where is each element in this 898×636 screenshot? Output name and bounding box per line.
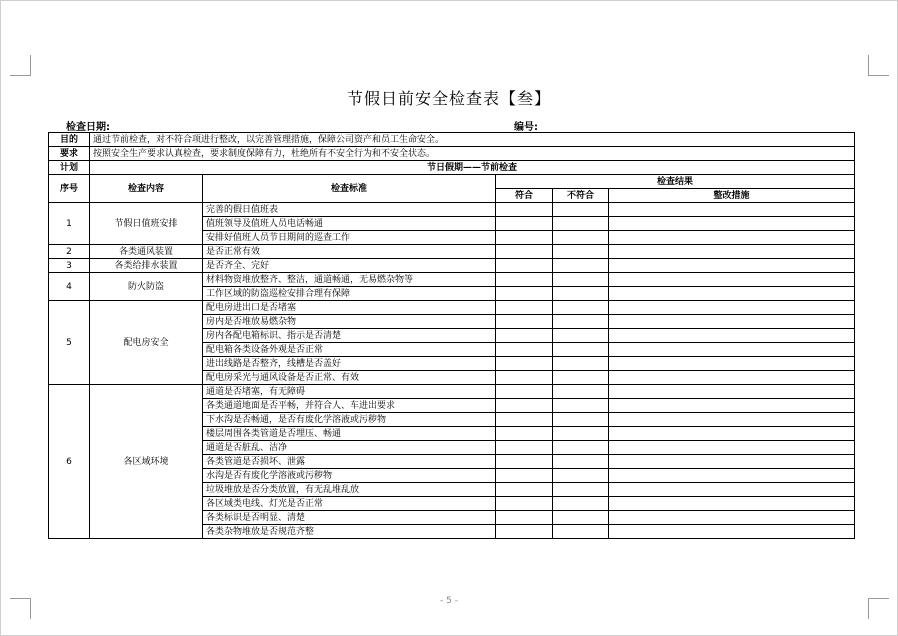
row-seq: 2 bbox=[49, 245, 90, 259]
cell-nonconform[interactable] bbox=[553, 273, 609, 287]
row-check-standard: 进出线路是否整齐，线槽是否盖好 bbox=[203, 357, 496, 371]
row-check-standard: 通道是否堵塞，有无障碍 bbox=[203, 385, 496, 399]
cell-nonconform[interactable] bbox=[553, 497, 609, 511]
row-check-standard: 完善的假日值班表 bbox=[203, 203, 496, 217]
cell-conform[interactable] bbox=[496, 469, 553, 483]
cell-rectify[interactable] bbox=[609, 259, 855, 273]
cell-nonconform[interactable] bbox=[553, 469, 609, 483]
col-conform-header: 符合 bbox=[496, 189, 553, 203]
cell-nonconform[interactable] bbox=[553, 357, 609, 371]
cell-rectify[interactable] bbox=[609, 399, 855, 413]
cell-conform[interactable] bbox=[496, 385, 553, 399]
cell-conform[interactable] bbox=[496, 483, 553, 497]
row-check-standard: 房内是否堆放易燃杂物 bbox=[203, 315, 496, 329]
row-check-standard: 各类杂物堆放是否规范齐整 bbox=[203, 525, 496, 539]
row-check-standard: 水沟是否有废化学溶液或污秽物 bbox=[203, 469, 496, 483]
cell-rectify[interactable] bbox=[609, 511, 855, 525]
cell-conform[interactable] bbox=[496, 273, 553, 287]
row-check-standard: 是否齐全、完好 bbox=[203, 259, 496, 273]
table-row bbox=[49, 259, 855, 273]
cell-nonconform[interactable] bbox=[553, 203, 609, 217]
cell-conform[interactable] bbox=[496, 231, 553, 245]
cell-conform[interactable] bbox=[496, 525, 553, 539]
row-check-standard: 材料物资堆放整齐、整洁，通道畅通，无易燃杂物等 bbox=[203, 273, 496, 287]
cell-nonconform[interactable] bbox=[553, 287, 609, 301]
cell-nonconform[interactable] bbox=[553, 427, 609, 441]
cell-rectify[interactable] bbox=[609, 483, 855, 497]
row-check-content: 各区域环境 bbox=[90, 385, 203, 539]
page-title: 节假日前安全检查表【叁】 bbox=[346, 89, 551, 108]
cell-nonconform[interactable] bbox=[553, 483, 609, 497]
row-check-standard: 房内各配电箱标识、指示是否清楚 bbox=[203, 329, 496, 343]
cell-conform[interactable] bbox=[496, 343, 553, 357]
purpose-label: 目的 bbox=[49, 133, 90, 147]
cell-conform[interactable] bbox=[496, 441, 553, 455]
row-check-standard: 是否正常有效 bbox=[203, 245, 496, 259]
cell-nonconform[interactable] bbox=[553, 399, 609, 413]
crop-mark-top-right bbox=[868, 55, 889, 76]
plan-text: 节日假期——节前检查 bbox=[90, 161, 855, 175]
table-row bbox=[49, 385, 855, 399]
cell-conform[interactable] bbox=[496, 245, 553, 259]
cell-nonconform[interactable] bbox=[553, 245, 609, 259]
row-check-standard: 通道是否脏乱、洁净 bbox=[203, 441, 496, 455]
cell-conform[interactable] bbox=[496, 497, 553, 511]
col-result-header: 检查结果 bbox=[496, 175, 855, 189]
cell-nonconform[interactable] bbox=[553, 329, 609, 343]
cell-rectify[interactable] bbox=[609, 343, 855, 357]
cell-conform[interactable] bbox=[496, 357, 553, 371]
row-check-standard: 值班领导及值班人员电话畅通 bbox=[203, 217, 496, 231]
cell-conform[interactable] bbox=[496, 329, 553, 343]
row-check-standard: 安排好值班人员节日期间的巡查工作 bbox=[203, 231, 496, 245]
row-check-standard: 配电房采光与通风设备是否正常、有效 bbox=[203, 371, 496, 385]
cell-rectify[interactable] bbox=[609, 217, 855, 231]
row-check-standard: 下水沟是否畅通，是否有废化学溶液或污秽物 bbox=[203, 413, 496, 427]
cell-nonconform[interactable] bbox=[553, 259, 609, 273]
cell-rectify[interactable] bbox=[609, 301, 855, 315]
cell-rectify[interactable] bbox=[609, 273, 855, 287]
cell-nonconform[interactable] bbox=[553, 231, 609, 245]
table-row bbox=[49, 245, 855, 259]
cell-rectify[interactable] bbox=[609, 371, 855, 385]
col-nonconform-header: 不符合 bbox=[553, 189, 609, 203]
row-check-standard: 工作区域的防盗巡检安排合理有保障 bbox=[203, 287, 496, 301]
row-check-standard: 各区域类电线、灯光是否正常 bbox=[203, 497, 496, 511]
row-check-standard: 各类标识是否明显、清楚 bbox=[203, 511, 496, 525]
cell-conform[interactable] bbox=[496, 399, 553, 413]
purpose-row bbox=[49, 133, 855, 147]
cell-conform[interactable] bbox=[496, 455, 553, 469]
purpose-text: 通过节前检查，对不符合项进行整改，以完善管理措施，保障公司资产和员工生命安全。 bbox=[90, 133, 855, 147]
cell-conform[interactable] bbox=[496, 217, 553, 231]
table-row bbox=[49, 273, 855, 287]
col-rectify-header: 整改措施 bbox=[609, 189, 855, 203]
requirement-text: 按照安全生产要求认真检查，要求制度保障有力，杜绝所有不安全行为和不安全状态。 bbox=[90, 147, 855, 161]
cell-rectify[interactable] bbox=[609, 231, 855, 245]
row-check-standard: 各类通道地面是否平畅，并符合人、车进出要求 bbox=[203, 399, 496, 413]
cell-rectify[interactable] bbox=[609, 413, 855, 427]
table-row bbox=[49, 203, 855, 217]
row-check-standard: 配电房进出口是否堵塞 bbox=[203, 301, 496, 315]
row-seq: 4 bbox=[49, 273, 90, 301]
row-seq: 1 bbox=[49, 203, 90, 245]
requirement-label: 要求 bbox=[49, 147, 90, 161]
cell-conform[interactable] bbox=[496, 511, 553, 525]
plan-row bbox=[49, 161, 855, 175]
cell-conform[interactable] bbox=[496, 427, 553, 441]
cell-nonconform[interactable] bbox=[553, 413, 609, 427]
row-check-content: 各类给排水装置 bbox=[90, 259, 203, 273]
cell-nonconform[interactable] bbox=[553, 315, 609, 329]
cell-rectify[interactable] bbox=[609, 245, 855, 259]
cell-rectify[interactable] bbox=[609, 427, 855, 441]
cell-rectify[interactable] bbox=[609, 469, 855, 483]
cell-rectify[interactable] bbox=[609, 357, 855, 371]
check-date-label: 检查日期: bbox=[66, 122, 110, 133]
cell-nonconform[interactable] bbox=[553, 217, 609, 231]
cell-rectify[interactable] bbox=[609, 441, 855, 455]
requirement-row bbox=[49, 147, 855, 161]
row-check-standard: 配电箱各类设备外观是否正常 bbox=[203, 343, 496, 357]
cell-conform[interactable] bbox=[496, 259, 553, 273]
cell-conform[interactable] bbox=[496, 203, 553, 217]
inspection-table bbox=[48, 132, 855, 539]
row-check-standard: 垃圾堆放是否分类放置，有无乱堆乱放 bbox=[203, 483, 496, 497]
table-row bbox=[49, 301, 855, 315]
cell-rectify[interactable] bbox=[609, 525, 855, 539]
row-seq: 5 bbox=[49, 301, 90, 385]
cell-conform[interactable] bbox=[496, 315, 553, 329]
cell-conform[interactable] bbox=[496, 371, 553, 385]
col-standard-header: 检查标准 bbox=[203, 175, 496, 203]
row-seq: 3 bbox=[49, 259, 90, 273]
cell-nonconform[interactable] bbox=[553, 385, 609, 399]
cell-rectify[interactable] bbox=[609, 203, 855, 217]
row-check-content: 防火防盗 bbox=[90, 273, 203, 301]
cell-nonconform[interactable] bbox=[553, 455, 609, 469]
cell-conform[interactable] bbox=[496, 413, 553, 427]
number-label: 编号: bbox=[514, 122, 538, 133]
cell-rectify[interactable] bbox=[609, 497, 855, 511]
cell-rectify[interactable] bbox=[609, 287, 855, 301]
inspection-table-body bbox=[49, 133, 855, 539]
row-check-standard: 各类管道是否损坏、泄露 bbox=[203, 455, 496, 469]
row-check-content: 节假日值班安排 bbox=[90, 203, 203, 245]
col-seq-header: 序号 bbox=[49, 175, 90, 203]
row-check-content: 配电房安全 bbox=[90, 301, 203, 385]
cell-rectify[interactable] bbox=[609, 315, 855, 329]
cell-nonconform[interactable] bbox=[553, 441, 609, 455]
row-check-content: 各类通风装置 bbox=[90, 245, 203, 259]
cell-rectify[interactable] bbox=[609, 455, 855, 469]
cell-nonconform[interactable] bbox=[553, 343, 609, 357]
cell-rectify[interactable] bbox=[609, 385, 855, 399]
col-content-header: 检查内容 bbox=[90, 175, 203, 203]
row-seq: 6 bbox=[49, 385, 90, 539]
crop-mark-top-left bbox=[10, 55, 31, 76]
plan-label: 计划 bbox=[49, 161, 90, 175]
page-number: - 5 - bbox=[440, 596, 458, 606]
cell-nonconform[interactable] bbox=[553, 525, 609, 539]
row-check-standard: 楼层周围各类管道是否埋压、畅通 bbox=[203, 427, 496, 441]
cell-nonconform[interactable] bbox=[553, 371, 609, 385]
cell-conform[interactable] bbox=[496, 287, 553, 301]
cell-nonconform[interactable] bbox=[553, 301, 609, 315]
cell-conform[interactable] bbox=[496, 301, 553, 315]
header-row-1 bbox=[49, 175, 855, 189]
cell-nonconform[interactable] bbox=[553, 511, 609, 525]
cell-rectify[interactable] bbox=[609, 329, 855, 343]
